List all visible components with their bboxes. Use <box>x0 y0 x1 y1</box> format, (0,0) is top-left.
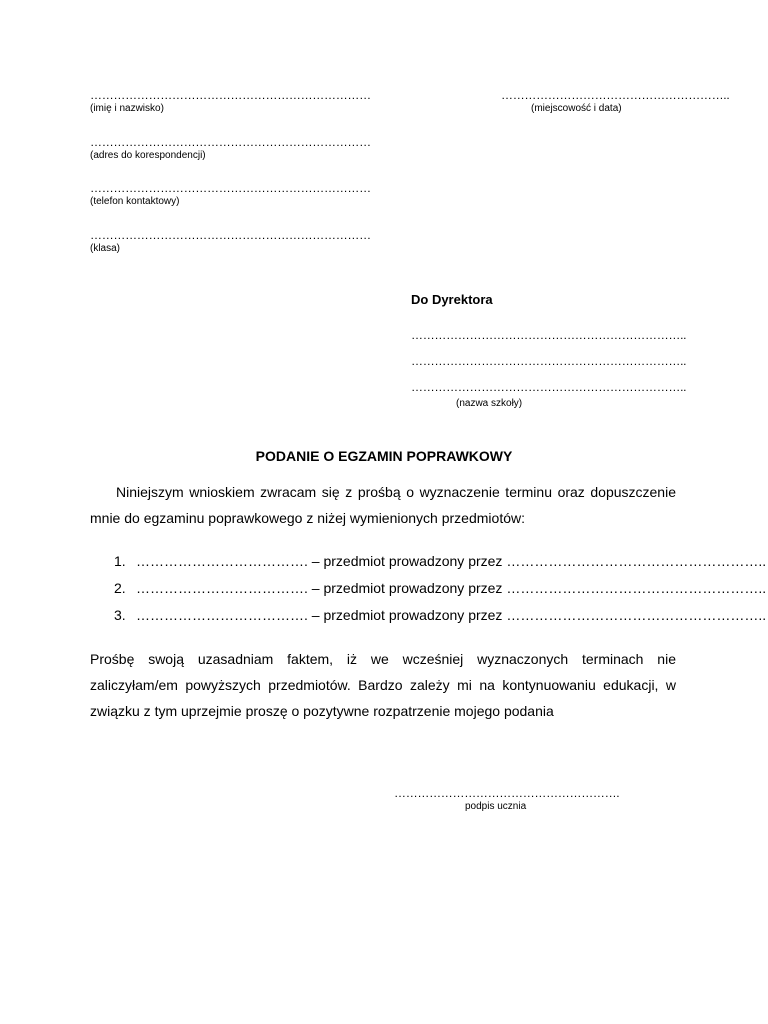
class-field-dots: ……………………………………………………………… <box>90 228 371 242</box>
recipient-heading: Do Dyrektora <box>411 292 493 307</box>
justification-paragraph: Prośbę swoją uzasadniam faktem, iż we wcześniej wyznaczonych terminach nie zaliczyłam/em powyższych przedmiotów. Bardzo zależy mi na kontynuowaniu edukacji, w związku z tym uprzejmie proszę o pozytywne rozpatrzenie mojego podania <box>90 651 676 719</box>
subject-row-2 <box>114 579 767 597</box>
school-name-label: (nazwa szkoły) <box>456 398 523 409</box>
school-line-3: …………………………………………………………….. <box>411 380 687 394</box>
name-field-label: (imię i nazwisko) <box>90 103 164 114</box>
place-date-label: (miejscowość i data) <box>531 103 622 114</box>
signature-dots: …………………………………………………. <box>394 786 620 800</box>
phone-field-label: (telefon kontaktowy) <box>90 196 180 207</box>
intro-paragraph: Niniejszym wnioskiem zwracam się z prośbą o wyznaczenie terminu oraz dopuszczenie mnie do egzaminu poprawkowego z niżej wymienionych przedmiotów: <box>90 484 676 526</box>
subject-text: ………………………………. – przedmiot prowadzony przez ……………………………………………….. <box>136 607 767 623</box>
phone-field-dots: ……………………………………………………………… <box>90 181 371 195</box>
signature-label: podpis ucznia <box>465 801 527 812</box>
class-field-label: (klasa) <box>90 243 121 254</box>
school-line-2: …………………………………………………………….. <box>411 354 687 368</box>
document-title: PODANIE O EGZAMIN POPRAWKOWY <box>255 448 513 464</box>
place-date-dots: ………………………………………………….. <box>501 88 730 102</box>
name-field-dots: ……………………………………………………………… <box>90 88 371 102</box>
subject-number: 2. <box>114 580 126 596</box>
subject-row-3 <box>114 606 767 624</box>
address-field-label: (adres do korespondencji) <box>90 150 206 161</box>
subject-text: ………………………………. – przedmiot prowadzony przez ……………………………………………….. <box>136 553 767 569</box>
subject-text: ………………………………. – przedmiot prowadzony przez ……………………………………………….. <box>136 580 767 596</box>
subject-number: 3. <box>114 607 126 623</box>
address-field-dots: ……………………………………………………………… <box>90 135 371 149</box>
subject-row-1 <box>114 552 767 570</box>
school-line-1: …………………………………………………………….. <box>411 328 687 342</box>
subject-number: 1. <box>114 553 126 569</box>
